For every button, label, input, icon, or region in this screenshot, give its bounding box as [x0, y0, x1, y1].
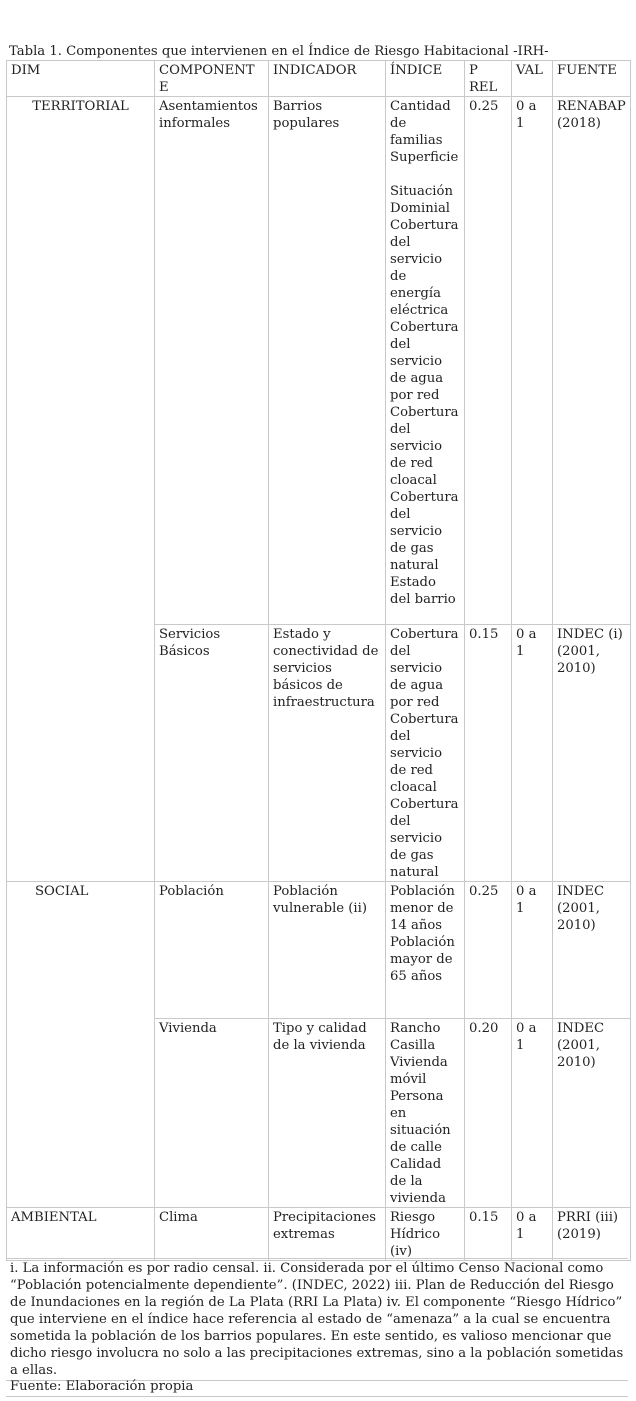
- dim-cell: AMBIENTAL: [7, 1208, 155, 1261]
- indice-item: Vivienda móvil: [390, 1055, 448, 1087]
- val-cell: 0 a 1: [512, 625, 553, 882]
- indice-item: Población mayor de 65 años: [390, 935, 455, 984]
- fuente-cell: PRRI (iii) (2019): [553, 1208, 631, 1261]
- componente-cell: Vivienda: [155, 1019, 269, 1208]
- indice-item: Estado del barrio: [390, 575, 456, 607]
- indice-item: Casilla: [390, 1038, 436, 1053]
- table-row: [7, 882, 631, 1019]
- header-dim: DIM: [7, 61, 155, 97]
- prel-cell: 0.25: [465, 97, 512, 625]
- table-source: Fuente: Elaboración propia: [6, 1377, 628, 1397]
- indicador-cell: Precipitaciones extremas: [269, 1208, 386, 1261]
- indice-item: Calidad de la vivienda: [390, 1157, 446, 1206]
- indice-item: Cobertura del servicio de red cloacal: [390, 712, 459, 795]
- val-cell: 0 a 1: [512, 1019, 553, 1208]
- table-footnotes: i. La información es por radio censal. ii. Considerada por el último Censo Nacional como “Población potencialmente dependiente”. (INDEC, 2022) iii. Plan de Reducción del Riesgo de Inundaciones en la región de La Plata (RRI La Plata) iv. El componente “Riesgo Hídrico” que interviene en el índice hace referencia al estado de “amenaza” a la cual se encuentra sometida la población de los barrios populares. En este sentido, es valioso mencionar que dicho riesgo involucra no solo a las precipitaciones extremas, sino a la población sometidas a ellas.: [6, 1258, 628, 1381]
- indice-item: Cantidad de familias: [390, 99, 451, 148]
- risk-components-table: [6, 60, 631, 1261]
- prel-cell: 0.25: [465, 882, 512, 1019]
- indice-item: Población menor de 14 años: [390, 884, 455, 933]
- indice-item: Riesgo Hídrico (iv): [390, 1210, 441, 1259]
- table-caption: Tabla 1. Componentes que intervienen en el Índice de Riesgo Habitacional -IRH-: [9, 44, 549, 59]
- header-indicador: INDICADOR: [269, 61, 386, 97]
- componente-cell: Población: [155, 882, 269, 1019]
- dim-cell: TERRITORIAL: [7, 97, 155, 882]
- indice-cell: [386, 1019, 465, 1208]
- header-componente: COMPONENTE: [155, 61, 269, 97]
- header-fuente: FUENTE: [553, 61, 631, 97]
- indice-item: Situación Dominial: [390, 184, 453, 216]
- indicador-cell: Estado y conectividad de servicios básicos de infraestructura: [269, 625, 386, 882]
- header-indice: ÍNDICE: [386, 61, 465, 97]
- prel-cell: 0.15: [465, 625, 512, 882]
- table-header-row: [7, 61, 631, 97]
- indicador-cell: Tipo y calidad de la vivienda: [269, 1019, 386, 1208]
- indice-cell: [386, 1208, 465, 1261]
- dim-cell: SOCIAL: [7, 882, 155, 1208]
- header-prel: P REL: [465, 61, 512, 97]
- fuente-cell: RENABAP (2018): [553, 97, 631, 625]
- indice-item: Cobertura del servicio de energía eléctrica: [390, 218, 459, 318]
- header-val: VAL: [512, 61, 553, 97]
- indice-spacer: [390, 166, 460, 183]
- componente-cell: Asentamientos informales: [155, 97, 269, 625]
- indicador-cell: Población vulnerable (ii): [269, 882, 386, 1019]
- indicador-cell: Barrios populares: [269, 97, 386, 625]
- componente-cell: Servicios Básicos: [155, 625, 269, 882]
- indice-item: Rancho: [390, 1021, 441, 1036]
- indice-item: Cobertura del servicio de gas natural: [390, 797, 459, 880]
- indice-item: Superficie: [390, 150, 459, 165]
- val-cell: 0 a 1: [512, 1208, 553, 1261]
- fuente-cell: INDEC (2001, 2010): [553, 1019, 631, 1208]
- indice-item: Persona en situación de calle: [390, 1089, 451, 1155]
- table-row: [7, 1208, 631, 1261]
- indice-cell: [386, 97, 465, 625]
- indice-item: Cobertura del servicio de red cloacal: [390, 405, 459, 488]
- indice-cell: [386, 882, 465, 1019]
- val-cell: 0 a 1: [512, 882, 553, 1019]
- indice-item: Cobertura del servicio de agua por red: [390, 320, 459, 403]
- prel-cell: 0.20: [465, 1019, 512, 1208]
- indice-item: Cobertura del servicio de agua por red: [390, 627, 459, 710]
- fuente-cell: INDEC (2001, 2010): [553, 882, 631, 1019]
- indice-item: Cobertura del servicio de gas natural: [390, 490, 459, 573]
- table-row: [7, 97, 631, 625]
- fuente-cell: INDEC (i) (2001, 2010): [553, 625, 631, 882]
- componente-cell: Clima: [155, 1208, 269, 1261]
- prel-cell: 0.15: [465, 1208, 512, 1261]
- indice-cell: [386, 625, 465, 882]
- val-cell: 0 a 1: [512, 97, 553, 625]
